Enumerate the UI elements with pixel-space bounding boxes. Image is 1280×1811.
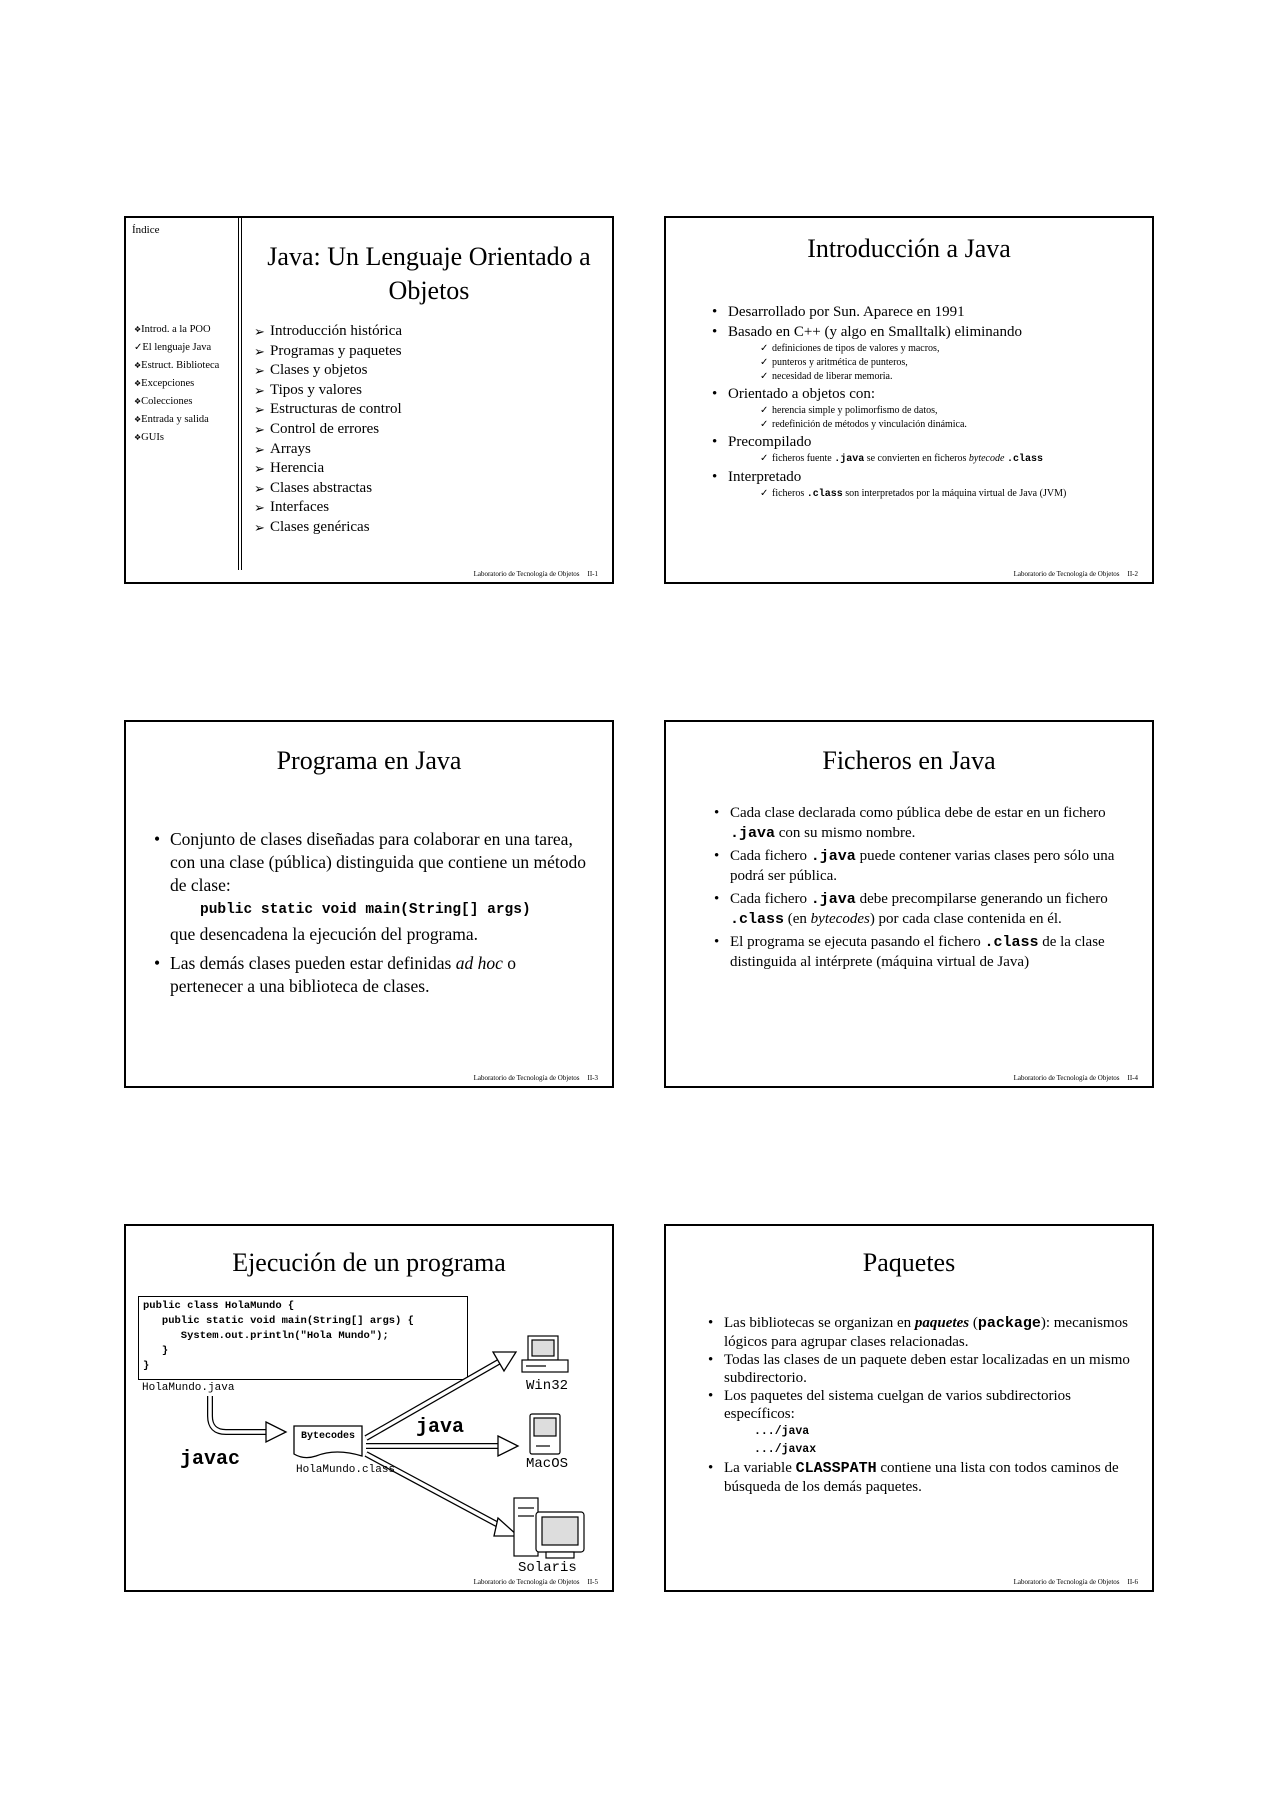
index-label: Índice: [132, 224, 160, 236]
slide-title: Introducción a Java: [807, 234, 1011, 263]
check-item: ✓ definiciones de tipos de valores y macros,: [760, 342, 1144, 356]
page-number: II-4: [1127, 1074, 1138, 1082]
bullet-item: • Cada fichero .java puede contener varias clases pero sólo una podrá ser pública.: [714, 847, 1128, 886]
bullet-item: • Cada clase declarada como pública debe de estar en un fichero .java con su mismo nombre.: [714, 804, 1128, 843]
bullet-item: • Las bibliotecas se organizan en paquetes (package): mecanismos lógicos para agrupar clases relacionadas.: [708, 1314, 1132, 1351]
bullet-item: • Precompilado ✓ ficheros fuente .java se convierten en ficheros bytecode .class: [712, 432, 1144, 467]
topic-item: ➢ Introducción histórica: [254, 322, 402, 342]
page-number: II-2: [1127, 570, 1138, 578]
index-divider: [238, 218, 242, 570]
topic-item: ➢ Herencia: [254, 459, 402, 479]
slide-4: [664, 720, 1154, 1088]
page-number: II-6: [1127, 1578, 1138, 1586]
java-label: java: [416, 1416, 465, 1439]
bytecodes-label: Bytecodes: [300, 1431, 355, 1442]
package-path: .../javax: [754, 1443, 817, 1456]
slide-2: [664, 216, 1154, 584]
bullet-list: [708, 1314, 1132, 1496]
page-number: II-5: [587, 1578, 598, 1586]
slide-3: [124, 720, 614, 1088]
slide-footer: Laboratorio de Tecnología de Objetos II-3: [473, 1074, 598, 1082]
code-main-signature: public static void main(String[] args): [200, 902, 531, 918]
platform-macos: MacOS: [526, 1456, 569, 1472]
slide-1: [124, 216, 614, 584]
slide-footer: Laboratorio de Tecnología de Objetos II-4: [1013, 1074, 1138, 1082]
topic-item: ➢ Arrays: [254, 440, 402, 460]
check-item: ✓ ficheros .class son interpretados por la máquina virtual de Java (JVM): [760, 487, 1144, 502]
slide-title: Ejecución de un programa: [232, 1248, 506, 1277]
compile-diagram: [126, 1226, 614, 1592]
bullet-list: [714, 804, 1128, 972]
win32-computer-icon: [522, 1336, 568, 1372]
bullet-item: • Las demás clases pueden estar definidas ad hoc o pertenecer a una biblioteca de clases.: [154, 952, 588, 998]
platform-win32: Win32: [526, 1378, 569, 1394]
diamond-bullet-icon: ❖: [134, 397, 142, 406]
sidebar-item: ❖Estruct. Biblioteca: [134, 360, 220, 371]
topic-item: ➢ Clases abstractas: [254, 479, 402, 499]
slide-5: [124, 1224, 614, 1592]
diamond-bullet-icon: ❖: [134, 379, 142, 388]
diamond-bullet-icon: ❖: [134, 433, 142, 442]
page-number: II-3: [587, 1074, 598, 1082]
sidebar-item: ❖Entrada y salida: [134, 414, 209, 425]
sidebar-item: ❖GUIs: [134, 432, 164, 443]
check-list: [728, 452, 1144, 467]
platform-solaris: Solaris: [518, 1560, 577, 1576]
code-listing: public class HolaMundo { public static void main(String[] args) { System.out.println("Hola Mundo"); } }: [143, 1300, 414, 1372]
solaris-workstation-icon: [514, 1498, 584, 1558]
topic-item: ➢ Programas y paquetes: [254, 342, 402, 362]
macos-computer-icon: [530, 1414, 560, 1454]
slide-6: [664, 1224, 1154, 1592]
diamond-bullet-icon: ❖: [134, 415, 142, 424]
check-icon: ✓: [134, 342, 143, 353]
bullet-item: • La variable CLASSPATH contiene una lista con todos caminos de búsqueda de los demás paquetes.: [708, 1459, 1132, 1496]
slide-footer: Laboratorio de Tecnología de Objetos II-1: [473, 570, 598, 578]
check-list: [728, 342, 1144, 384]
check-item: ✓ ficheros fuente .java se convierten en ficheros bytecode .class: [760, 452, 1144, 467]
bullet-item: • Todas las clases de un paquete deben estar localizadas en un mismo subdirectorio.: [708, 1351, 1132, 1387]
page-number: II-1: [587, 570, 598, 578]
sidebar-item: ❖Introd. a la POO: [134, 324, 211, 335]
bullet-item: • Los paquetes del sistema cuelgan de varios subdirectorios específicos: .../java .../javax: [708, 1387, 1132, 1459]
bullet-item: • El programa se ejecuta pasando el fichero .class de la clase distinguida al intérprete (máquina virtual de Java): [714, 933, 1128, 972]
bullet-item: • Orientado a objetos con: ✓ herencia simple y polimorfismo de datos, ✓ redefinición de métodos y vinculación dinámica.: [712, 384, 1144, 432]
topic-list: [254, 322, 402, 538]
source-filename: HolaMundo.java: [142, 1382, 235, 1394]
bullet-list: [712, 302, 1144, 502]
check-item: ✓ herencia simple y polimorfismo de datos,: [760, 404, 1144, 418]
slide-title: Paquetes: [862, 1248, 956, 1277]
compile-arrow: [210, 1396, 268, 1432]
bullet-list: [154, 828, 588, 998]
diamond-bullet-icon: ❖: [134, 325, 142, 334]
slide-footer: Laboratorio de Tecnología de Objetos II-6: [1013, 1578, 1138, 1586]
slide-title: Java: Un Lenguaje Orientado a Objetos: [267, 242, 591, 305]
package-path: .../java: [754, 1425, 810, 1438]
check-list: [728, 487, 1144, 502]
topic-item: ➢ Interfaces: [254, 498, 402, 518]
javac-label: javac: [180, 1448, 241, 1471]
slide-title: Ficheros en Java: [822, 746, 996, 775]
topic-item: ➢ Estructuras de control: [254, 400, 402, 420]
compile-arrow-head: [266, 1422, 286, 1442]
sidebar-item: ❖Colecciones: [134, 396, 193, 407]
bullet-item: • Conjunto de clases diseñadas para colaborar en una tarea, con una clase (pública) distinguida que contiene un método de clase: public static void main(String[] args) que desencadena la ejecución del programa.: [154, 828, 588, 946]
slide-footer: Laboratorio de Tecnología de Objetos II-5: [473, 1578, 598, 1586]
slide-title: Programa en Java: [276, 746, 462, 775]
arrow-to-macos: [366, 1436, 518, 1456]
check-item: ✓ necesidad de liberar memoria.: [760, 370, 1144, 384]
diamond-bullet-icon: ❖: [134, 361, 142, 370]
sidebar-item-current: ✓El lenguaje Java: [134, 342, 212, 353]
check-item: ✓ redefinición de métodos y vinculación dinámica.: [760, 418, 1144, 432]
sidebar-item: ❖Excepciones: [134, 378, 195, 389]
check-item: ✓ punteros y aritmética de punteros,: [760, 356, 1144, 370]
topic-item: ➢ Clases y objetos: [254, 361, 402, 381]
topic-item: ➢ Clases genéricas: [254, 518, 402, 538]
slide-footer: Laboratorio de Tecnología de Objetos II-2: [1013, 570, 1138, 578]
topic-item: ➢ Control de errores: [254, 420, 402, 440]
bullet-item: • Desarrollado por Sun. Aparece en 1991: [712, 302, 1144, 322]
bullet-item: • Basado en C++ (y algo en Smalltalk) eliminando ✓ definiciones de tipos de valores y macros, ✓ punteros y aritmética de punteros, ✓ necesidad de liberar memoria.: [712, 322, 1144, 384]
topic-item: ➢ Tipos y valores: [254, 381, 402, 401]
class-filename: HolaMundo.class: [296, 1464, 396, 1476]
bullet-item: • Cada fichero .java debe precompilarse generando un fichero .class (en bytecodes) por cada clase contenida en él.: [714, 890, 1128, 929]
check-list: [728, 404, 1144, 432]
index-sidebar: [126, 321, 236, 447]
bullet-item: • Interpretado ✓ ficheros .class son interpretados por la máquina virtual de Java (JVM): [712, 467, 1144, 502]
